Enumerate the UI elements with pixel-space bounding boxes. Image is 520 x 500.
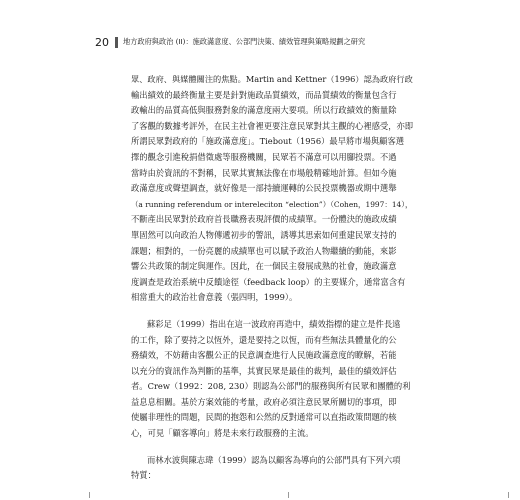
paragraph — [131, 317, 413, 442]
paragraph — [131, 453, 413, 484]
text-line: 政輸出的品質高低與服務對象的滿意度兩大要項。所以行政績效的衡量除 — [131, 105, 397, 116]
text-line: 度調查是政治系統中反饋途徑（feedback loop）的主要媒介，通常富含有 — [131, 276, 406, 287]
text-line: 使屬非理性的問題，民間的抱怨和公然的反對通常可以直指政策問題的核 — [131, 412, 397, 423]
crop-mark — [508, 492, 509, 498]
running-title: 地方政府與政治 (II)：施政滿意度、公部門決策、績效管理與策略規劃之研究 — [123, 37, 366, 46]
text-line: 蘇彩足（1999）指出在這一波政府再造中，績效指標的建立是件長遠 — [147, 318, 401, 329]
text-line: 單固然可以向政治人物傳遞初步的警訊，誘導其思索如何重建民眾支持的 — [131, 229, 397, 240]
text-line: 益息息相關。基於方案效能的考量，政府必須注意民眾所關切的事項，即 — [131, 396, 397, 407]
text-line: 心，可見「顧客導向」將是未來行政服務的主流。 — [131, 428, 314, 439]
page-number: 20 — [95, 35, 109, 49]
text-line: 輸出績效的最終衡量主要是針對施政品質績效，而品質績效的衡量包含行 — [131, 89, 397, 100]
text-line: 不斷產出民眾對於政府首長職務表現評價的成績單。一份體決的施政成績 — [131, 214, 397, 225]
text-line: 的工作，除了要持之以恆外，還是要持之以恆，而有些無法具體量化的公 — [131, 334, 397, 345]
text-line: 者。Crew（1992：208, 230）則認為公部門的服務與所有民眾和團體的利 — [131, 381, 411, 392]
text-line: 務績效，不妨藉由客觀公正的民意調查進行人民施政滿意度的瞭解，若能 — [131, 350, 397, 361]
text-line: 政滿意度或聲望調查，就好像是一部持續運轉的公民投票機器或期中選舉 — [131, 183, 397, 194]
text-line: 相當重大的政治社會意義（張四明，1999）。 — [131, 292, 298, 303]
text-line: 響公共政策的制定與運作。因此，在一個民主發展成熟的社會，施政滿意 — [131, 261, 397, 272]
text-line: 所謂民眾對政府的「施政滿意度」。Tiebout（1956）最早將市場與顧客選 — [131, 136, 405, 147]
text-line: 眾、政府、與媒體關注的焦點。Martin and Kettner（1996）認為政府行政 — [131, 74, 413, 84]
text-line: 以充分的資訊作為判斷的基準，其實民眾是最佳的裁判，最佳的績效評估 — [131, 365, 397, 376]
text-line: 了客觀的數據考評外，在民主社會裡更要注意民眾對其主觀的心裡感受，亦即 — [131, 120, 413, 131]
crop-mark — [89, 492, 90, 498]
text-line: 而林水波與陳志瑋（1999）認為以顧客為導向的公部門具有下列六項 — [147, 454, 401, 465]
header-divider — [115, 37, 118, 48]
crop-mark — [288, 492, 289, 498]
text-line: 課題；相對的，一份亮麗的成績單也可以賦予政治人物繼續的動能，來影 — [131, 245, 397, 256]
paragraph — [131, 72, 413, 306]
text-line: （a running referendum or intereleciton “election”）（Cohen，1997：14）， — [131, 199, 413, 209]
text-line: 特質： — [131, 470, 156, 481]
page-body — [131, 72, 413, 495]
text-line: 擇的觀念引進稅捐借徵處等服務機關，民眾若不滿意可以用腳投票。不過 — [131, 151, 397, 162]
running-header — [95, 36, 425, 48]
text-line: 當時由於資訊的不對稱，民眾其實無法像在市場般精確地計算。但如今施 — [131, 167, 397, 178]
